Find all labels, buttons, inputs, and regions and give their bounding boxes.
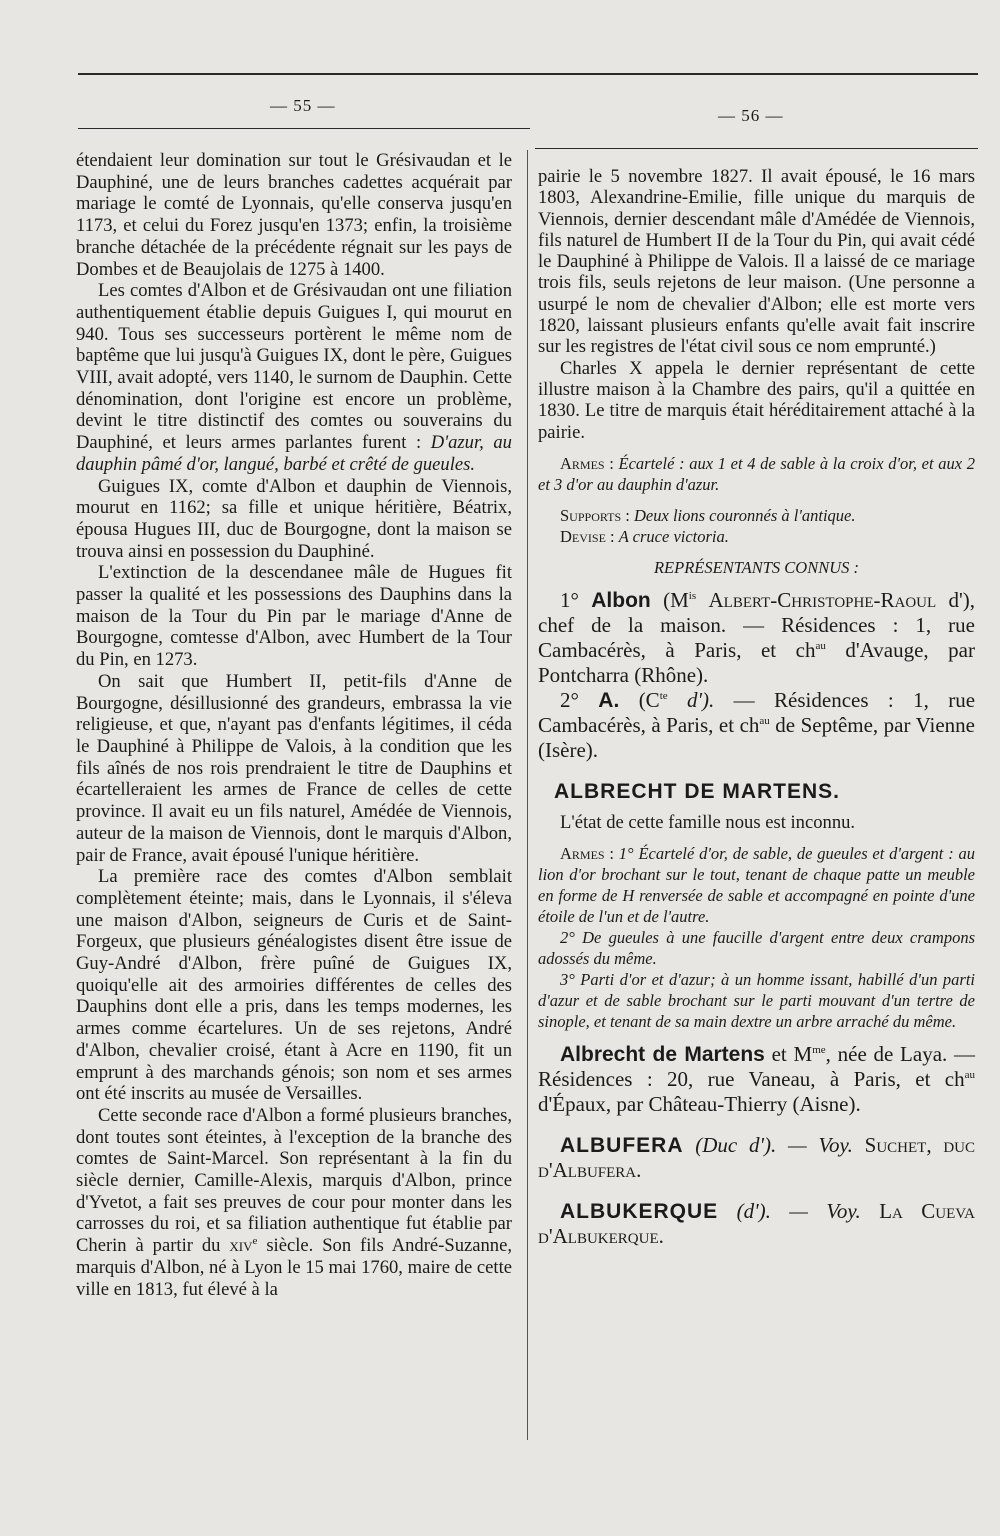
entry-name: ALBUFERA <box>560 1134 684 1158</box>
left-header-rule <box>78 128 530 129</box>
paragraph <box>76 1105 512 1300</box>
entry-name: Albon <box>591 588 651 612</box>
entry-text: d'Épaux, par Château-Thierry (Aisne). <box>538 1092 861 1117</box>
spacer <box>538 1183 975 1199</box>
entry-text: , née de Laya. — Résidences : 20, rue Vaneau, à Paris, et ch <box>538 1042 976 1092</box>
supports-label: Supports <box>560 505 622 525</box>
entry-text: d'Avauge, par Pontcharra (Rhône). <box>538 637 975 687</box>
armes-text: 1° Écartelé d'or, de sable, de gueules et d'argent : au lion d'or brochant sur le tout, tenant de chaque patte un meuble en forme de H renversée de sable et accompagné en pointe d'une étoile de l'un et de l'autre. <box>538 844 975 927</box>
entry-text: et M <box>771 1042 813 1067</box>
family-entry <box>538 1042 975 1117</box>
top-rule <box>78 73 978 75</box>
superscript: is <box>688 589 697 602</box>
superscript: au <box>815 639 826 652</box>
reference-target: Suchet, duc d'Albufera. <box>538 1133 975 1183</box>
spacer <box>538 1117 975 1133</box>
entry-title: (M <box>663 587 689 612</box>
paragraph: La première race des comtes d'Albon semblait complètement éteinte; mais, dans le Lyonnais, il s'éleva une maison d'Albon, seigneurs de Curis et de Saint-Forgeux, que plusieurs généalogistes disent être issue de Guy-André d'Albon, frère puîné de Guigues IX, quoiqu'elle ait des armoiries différentes de celles des Dauphins dont elle a pris, dans les temps modernes, les armes comme écartelures. Un de ses rejetons, André d'Albon, chevalier croisé, étant à Acre en 1190, fit un emprunt à des marchands génois; son nom et ses armes ont été inscrits au musée de Versailles. <box>76 866 512 1105</box>
spacer <box>538 802 975 812</box>
entry-text: d'), chef de la maison. — Résidences : 1, rue Cambacérès, à Paris, et ch <box>538 587 976 662</box>
right-header-rule <box>535 148 978 149</box>
entry-name: Albrecht de Martens <box>560 1043 765 1067</box>
entry-text: — Résidences : 1, rue Cambacérès, à Paris, et ch <box>538 687 976 737</box>
armes-label: Armes <box>560 453 605 473</box>
spacer <box>538 578 975 588</box>
paragraph <box>76 280 512 475</box>
text-run: siècle. Son fils André-Suzanne, marquis d'Albon, né à Lyon le 15 mai 1760, maire de cette ville en 1813, fut élevé à la <box>76 1235 512 1300</box>
devise-label: Devise <box>560 526 606 546</box>
supports-line: Supports : Deux lions couronnés à l'antique. <box>560 505 856 525</box>
supports-text: Deux lions couronnés à l'antique. <box>634 505 856 525</box>
family-heading: ALBRECHT DE MARTENS. <box>554 779 840 803</box>
reference-target: La Cueva d'Albukerque. <box>538 1199 975 1249</box>
entry-title-end: d'). <box>687 687 715 712</box>
paragraph: L'état de cette famille nous est inconnu. <box>560 812 856 834</box>
paragraph: Charles X appela le dernier représentant de cette illustre maison à la Chambre des pairs, qu'il a quittée en 1830. Le titre de marquis était héréditairement attaché à la pairie. <box>538 357 975 443</box>
entry-given-names: Albert-Christophe-Raoul <box>708 587 937 612</box>
entry-text: de Septême, par Vienne (Isère). <box>538 712 975 762</box>
representative-entry <box>538 588 975 688</box>
armes-line: Armes : Écartelé : aux 1 et 4 de sable à la croix d'or, et aux 2 et 3 d'or au dauphin d'azur. <box>538 453 975 494</box>
blazon-text: D'azur, au dauphin pâmé d'or, langué, barbé et crêté de gueules. <box>76 432 512 475</box>
representatives-heading: REPRÉSENTANTS CONNUS : <box>653 557 860 577</box>
century-numeral: xiv <box>229 1235 253 1257</box>
spacer <box>538 547 975 557</box>
left-column <box>76 150 512 1300</box>
devise-text: A cruce victoria. <box>618 526 729 546</box>
page-number-right: — 56 — <box>718 106 784 125</box>
right-column <box>538 166 975 1249</box>
armes-line: Armes : 1° Écartelé d'or, de sable, de gueules et d'argent : au lion d'or brochant sur le tout, tenant de chaque patte un meuble en forme de H renversée de sable et accompagné en pointe d'une étoile de l'un et de l'autre. <box>538 844 975 927</box>
spacer <box>538 833 975 843</box>
paragraph: On sait que Humbert II, petit-fils d'Anne de Bourgogne, désillusionné des grandeurs, embrassa la vie religieuse, et que, n'ayant pas d'enfants légitimes, il céda le Dauphiné à Philippe de Valois, à la condition que les fils aînés de nos rois prendraient le titre de Dauphins et écartelleraient les armes de France de celles de cette province. Il avait eu un fils naturel, Amédée de Viennois, auteur de la maison de Viennois, dont le marquis d'Albon, pair de France, avait épousé l'unique héritière. <box>76 670 512 866</box>
paragraph: L'extinction de la descendanee mâle de Hugues fit passer la qualité et les possessions des Dauphins dans la maison de la Tour du Pin par le mariage d'Anne de Bourgogne, comtesse d'Albon, avec Humbert de la Tour du Pin, en 1273. <box>76 562 512 671</box>
paragraph: étendaient leur domination sur tout le Grésivaudan et le Dauphiné, une de leurs branches cadettes acquérait par mariage le comté de Lyonnais, qu'elle conserva jusqu'en 1173, et celui du Forez jusqu'en 1373; enfin, la troisième branche détachée de la précédente régnait sur les pays de Dombes et de Beaujolais de 1275 à 1400. <box>76 150 512 280</box>
entry-name: ALBUKERQUE <box>560 1200 719 1224</box>
superscript: e <box>252 1234 258 1247</box>
entry-title: (d'). <box>736 1199 771 1224</box>
superscript: me <box>812 1044 826 1057</box>
armes-text: Écartelé : aux 1 et 4 de sable à la croix d'or, et aux 2 et 3 d'or au dauphin d'azur. <box>538 453 975 494</box>
representative-entry <box>538 688 975 763</box>
paragraph: pairie le 5 novembre 1827. Il avait épousé, le 16 mars 1803, Alexandrine-Emilie, fille unique du marquis de Viennois, dernier descendant mâle d'Amédée de Viennois, fils naturel de Humbert II de la Tour du Pin, qui avait cédé le Dauphiné à Philippe de Valois. Il a laissé de ce mariage trois fils, seuls rejetons de leur maison. (Une personne a usurpé le nom de chevalier d'Albon; elle est morte vers 1820, laissant plusieurs enfants qu'elle avait fait inscrire sur les registres de l'état civil sous ce nom emprunté.) <box>538 166 975 358</box>
text-run: Les comtes d'Albon et de Grésivaudan ont une filiation authentiquement établie depuis Guigues I, qui mourut en 940. Tous ses successeurs portèrent le même nom de baptême que lui jusqu'à Guigues IX, dont le père, Guigues VIII, avait adopté, vers 1140, le surnom de Dauphin. Cette dénomination, dont l'origine est encore un problème, devint le titre distinctif des comtes ou souverains du Dauphiné, et leurs armes parlantes furent : <box>76 280 512 454</box>
armes-text: 2° De gueules à une faucille d'argent entre deux crampons adossés du même. <box>538 928 975 969</box>
text-run: Cette seconde race d'Albon a formé plusieurs branches, dont toutes sont éteintes, à l'exception de la branche des comtes de Saint-Marcel. Son représentant à la fin du siècle dernier, Camille-Alexis, marquis d'Albon, prince d'Yvetot, a fait ses preuves de cour pour monter dans les carrosses du roi, et sa filiation authentique fut établie par Cherin à partir du <box>76 1104 512 1257</box>
entry-number: 2° <box>560 687 579 712</box>
entry-number: 1° <box>560 587 579 612</box>
cross-reference <box>538 1199 975 1249</box>
entry-name: A. <box>598 688 620 712</box>
paragraph: Guigues IX, comte d'Albon et dauphin de Viennois, mourut en 1162; sa fille et unique héritière, Béatrix, épousa Hugues III, duc de Bourgogne, dont la maison se trouva ainsi en possession du Dauphiné. <box>76 475 512 562</box>
entry-title: (C <box>638 687 660 712</box>
page-number-left: — 55 — <box>270 96 336 115</box>
superscript: te <box>659 689 668 702</box>
superscript: au <box>759 714 770 727</box>
spacer <box>538 443 975 453</box>
armes-text: 3° Parti d'or et d'azur; à un homme issant, habillé d'un parti d'azur et de sable brochant sur le parti mouvant d'un tertre de sinople, et tenant de sa main dextre un arbre arraché du même. <box>538 970 975 1032</box>
entry-title: (Duc d'). <box>695 1133 777 1158</box>
column-separator <box>527 150 528 1440</box>
devise-line: Devise : A cruce victoria. <box>560 526 729 546</box>
see-label: — Voy. <box>788 1133 853 1158</box>
armes-label: Armes <box>560 844 605 864</box>
spacer <box>538 1032 975 1042</box>
cross-reference <box>538 1133 975 1183</box>
superscript: au <box>964 1069 975 1082</box>
spacer <box>538 763 975 781</box>
spacer <box>538 495 975 505</box>
see-label: — Voy. <box>789 1199 861 1224</box>
